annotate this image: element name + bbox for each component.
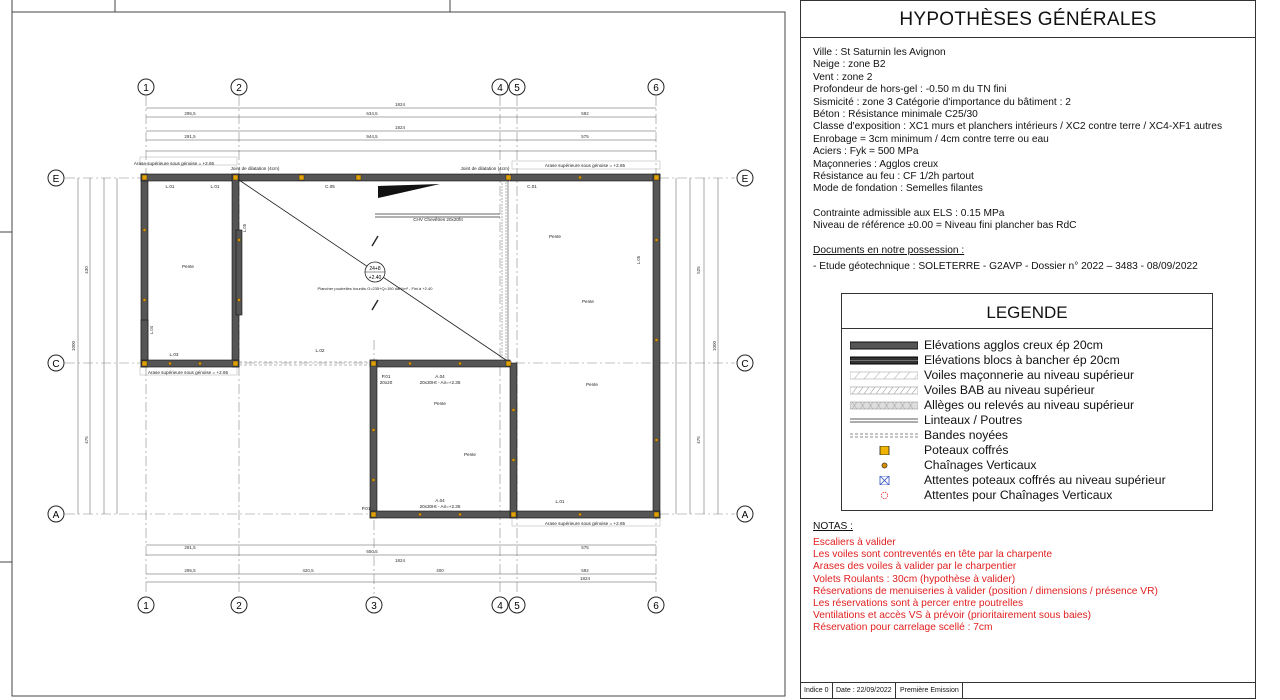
legend-item: [842, 413, 1212, 428]
legend-title: LEGENDE: [842, 294, 1212, 329]
dim-label: 1824: [394, 558, 406, 563]
post-label-sub: 20x20: [379, 380, 393, 385]
dim-label: 1000: [71, 340, 76, 352]
dim-label: 575: [581, 134, 589, 139]
grid-bubble-label: 4: [497, 83, 503, 94]
hypothesis-line: Classe d'exposition : XC1 murs et planchers intérieurs / XC2 contre terre / XC4-XF1 autres: [813, 121, 1223, 133]
revision-label: Première Emission: [897, 683, 963, 699]
beam-label: L.03: [169, 352, 179, 357]
dim-label: 650,5: [366, 549, 378, 554]
grid-bubble-label: 2: [236, 601, 242, 612]
note-line: Escaliers à valider: [813, 537, 896, 548]
slope-label: Pente: [585, 382, 599, 387]
drawing-frame: [12, 12, 785, 696]
lintel-beam-icon: [850, 416, 918, 425]
legend-label: Linteaux / Poutres: [924, 413, 1023, 427]
hypothesis-line: Enrobage = 3cm minimum / 4cm contre terre ou eau: [813, 133, 1049, 145]
note-line: Les voiles sont contreventés en tête par la charpente: [813, 549, 1052, 561]
notes-title: NOTAS :: [813, 521, 853, 532]
general-hypotheses-panel: [800, 0, 1256, 699]
note-line: Arases des voiles à valider par le charpentier: [813, 561, 1017, 573]
slope-label: Pente: [463, 452, 477, 457]
chain-starter-icon: [850, 491, 918, 500]
legend: [841, 293, 1213, 511]
note-line: Volets Roulants : 30cm (hypothèse à valider): [813, 573, 1016, 585]
grid-bubbles-sides: [48, 170, 753, 522]
grid-bubble-label: C: [52, 359, 60, 370]
hypothesis-line: Ville : St Saturnin les Avignon: [813, 47, 946, 58]
dim-label: 295,5: [184, 568, 196, 573]
dim-label: 430: [84, 266, 89, 274]
legend-label: Allèges ou relevés au niveau supérieur: [924, 398, 1135, 412]
slab-spec-label: Plancher poutrelles hourdis G=235+Q=150 daN/m² - Fini à +2.40: [317, 286, 433, 291]
beam-sub-label: 20x30Ht - Air=+2.35: [419, 504, 461, 509]
hypothesis-line: Résistance au feu : CF 1/2h partout: [813, 171, 974, 183]
element-labels: [134, 161, 626, 526]
beam-label: A.04: [435, 374, 445, 379]
revision-date: Date : 22/09/2022: [833, 683, 896, 699]
hypothesis-line: Profondeur de hors-gel : -0.50 m du TN fini: [813, 84, 1007, 96]
beam-sub-label: 20x30Ht - Air=+2.35: [419, 380, 461, 385]
grid-bubble-label: 2: [236, 83, 242, 94]
legend-label: Voiles maçonnerie au niveau supérieur: [924, 368, 1135, 382]
slope-label: Pente: [581, 299, 595, 304]
hypothesis-line: Mode de fondation : Semelles filantes: [813, 183, 983, 195]
legend-item: [842, 353, 1212, 368]
grid-bubble-label: 3: [371, 601, 377, 612]
dim-label: 592: [581, 568, 589, 573]
dim-label: 291,5: [184, 134, 196, 139]
dim-label: 575: [581, 545, 589, 550]
slope-label: Pente: [433, 401, 447, 406]
legend-item: [842, 368, 1212, 383]
dim-label: 420,5: [302, 568, 314, 573]
formed-column-icon: [850, 446, 918, 455]
beam-label: L.01: [555, 499, 565, 504]
beam-label: L.05: [636, 255, 641, 265]
grid-bubble-label: 5: [514, 601, 520, 612]
hypotheses-list: [813, 47, 1249, 274]
grid-bubbles-bottom: [138, 597, 664, 613]
grid-bubbles-top: [138, 79, 664, 95]
legend-label: Attentes poteaux coffrés au niveau supérieur: [924, 473, 1166, 487]
legend-item: [842, 473, 1212, 488]
dim-label: 400: [436, 568, 444, 573]
legend-label: Attentes pour Chaînages Verticaux: [924, 488, 1113, 502]
legend-label: Elévations blocs à bancher ép 20cm: [924, 353, 1120, 367]
revision-footer: [801, 682, 1255, 699]
upper-level-wall-bands: [140, 157, 660, 526]
wall-top-level-label: Arase supérieure sous génoise = +2.65: [544, 521, 626, 526]
dim-label: 944,5: [366, 134, 378, 139]
legend-item: [842, 383, 1212, 398]
column-starter-icon: [850, 476, 918, 485]
vertical-chains: [142, 175, 659, 517]
legend-label: Voiles BAB au niveau supérieur: [924, 383, 1095, 397]
legend-label: Bandes noyées: [924, 428, 1009, 442]
grid-bubble-label: C: [741, 359, 749, 370]
embedded-band-icon: [850, 431, 918, 440]
legend-item: [842, 458, 1212, 473]
grid-bubble-label: A: [52, 510, 60, 521]
wall-top-level-label: Arase supérieure sous génoise = +2.65: [544, 163, 626, 168]
post-label: P.01: [361, 506, 371, 511]
agglos-wall-icon: [850, 341, 918, 350]
grid-bubble-label: 6: [653, 601, 659, 612]
slope-label: Pente: [181, 264, 195, 269]
grid-bubble-label: 4: [497, 601, 503, 612]
hypothesis-line: Aciers : Fyk = 500 MPa: [813, 146, 919, 158]
hypothesis-line: Béton : Résistance minimale C25/30: [813, 109, 978, 121]
legend-item: [842, 338, 1212, 353]
dim-label: 1824: [579, 576, 591, 581]
legend-item: [842, 488, 1212, 503]
beam-label: L.05: [242, 223, 247, 233]
beam-label: A.04: [435, 498, 445, 503]
dim-label: 291,5: [184, 545, 196, 550]
expansion-joint-label: Joint de dilatation (4cm): [230, 166, 280, 171]
expansion-joint-label: Joint de dilatation (4cm): [460, 166, 510, 171]
grid-bubble-label: 1: [143, 601, 149, 612]
note-line: Réservation pour carrelage scellé : 7cm: [813, 622, 993, 634]
wall-top-level-label: Arase supérieure sous génoise = +2.65: [133, 161, 215, 166]
walls: [141, 174, 660, 518]
beam-label: C.05: [325, 184, 335, 189]
note-line: Les réservations sont à percer entre poutrelles: [813, 598, 1024, 610]
revision-index: Indice 0: [801, 683, 833, 699]
masonry-upper-hatch-icon: [850, 371, 918, 380]
grid-bubble-label: E: [52, 174, 60, 185]
dim-label: 1824: [394, 125, 406, 130]
legend-item: [842, 428, 1212, 443]
dim-label: 592: [581, 111, 589, 116]
vertical-element-labels: [149, 223, 641, 334]
panel-title: HYPOTHÈSES GÉNÉRALES: [801, 1, 1255, 38]
slab-level: +2.40: [368, 275, 382, 281]
wall-top-level-label: Arase supérieure sous génoise = +2.65: [147, 370, 229, 375]
slope-label: Pente: [548, 234, 562, 239]
dim-label: 525: [696, 266, 701, 274]
slab-level-marker: [365, 262, 385, 282]
legend-label: Elévations agglos creux ép 20cm: [924, 338, 1103, 352]
dim-label: 475: [696, 436, 701, 444]
note-line: Ventilations et accès VS à prévoir (prioritairement sous baies): [813, 610, 1092, 622]
cross-hatch-icon: [850, 401, 918, 410]
hypothesis-line: Sismicité : zone 3 Catégorie d'importance du bâtiment : 2: [813, 96, 1071, 108]
grid-axes: [65, 96, 735, 594]
legend-item: [842, 398, 1212, 413]
slab-thickness: 24+8: [369, 266, 381, 272]
hypothesis-line: Vent : zone 2: [813, 71, 873, 83]
dim-label: 1824: [394, 102, 406, 107]
note-line: Réservations de menuiseries à valider (position / dimensions / présence VR): [813, 585, 1158, 597]
beam-label: L.01: [165, 184, 175, 189]
post-label: P.01: [381, 374, 391, 379]
grid-bubble-label: 5: [514, 83, 520, 94]
grid-bubble-label: 6: [653, 83, 659, 94]
grid-bubble-label: A: [741, 510, 749, 521]
beam-label: L.04: [149, 325, 154, 335]
hypothesis-line: Maçonneries : Agglos creux: [813, 158, 939, 170]
documents-title: Documents en notre possession :: [813, 244, 965, 256]
beam-label: L.02: [315, 348, 325, 353]
hypothesis-line: Contrainte admissible aux ELS : 0.15 MPa: [813, 207, 1005, 219]
dim-label: 634,5: [366, 111, 378, 116]
concrete-block-wall-icon: [850, 356, 918, 365]
hypothesis-line: Neige : zone B2: [813, 59, 886, 71]
beam-label: L.01: [210, 184, 220, 189]
grid-bubble-label: 1: [143, 83, 149, 94]
legend-label: Chaînages Verticaux: [924, 458, 1037, 472]
trimmer-label: CHV Chevêtres 20x20ht: [413, 217, 463, 222]
dim-label: 295,5: [184, 111, 196, 116]
grid-bubble-label: E: [741, 174, 749, 185]
documents-line: - Etude géotechnique : SOLETERRE - G2AVP - Dossier n° 2022 – 3483 - 08/09/2022: [813, 261, 1198, 273]
notes-list: [813, 537, 1249, 635]
bab-upper-hatch-icon: [850, 386, 918, 395]
dim-label: 475: [84, 436, 89, 444]
beam-label: C.01: [527, 184, 537, 189]
legend-label: Poteaux coffrés: [924, 443, 1009, 457]
hypothesis-line: Niveau de référence ±0.00 = Niveau fini plancher bas RdC: [813, 220, 1077, 232]
dim-label: 1000: [712, 340, 717, 352]
legend-item: [842, 443, 1212, 458]
vertical-chain-icon: [850, 461, 918, 470]
